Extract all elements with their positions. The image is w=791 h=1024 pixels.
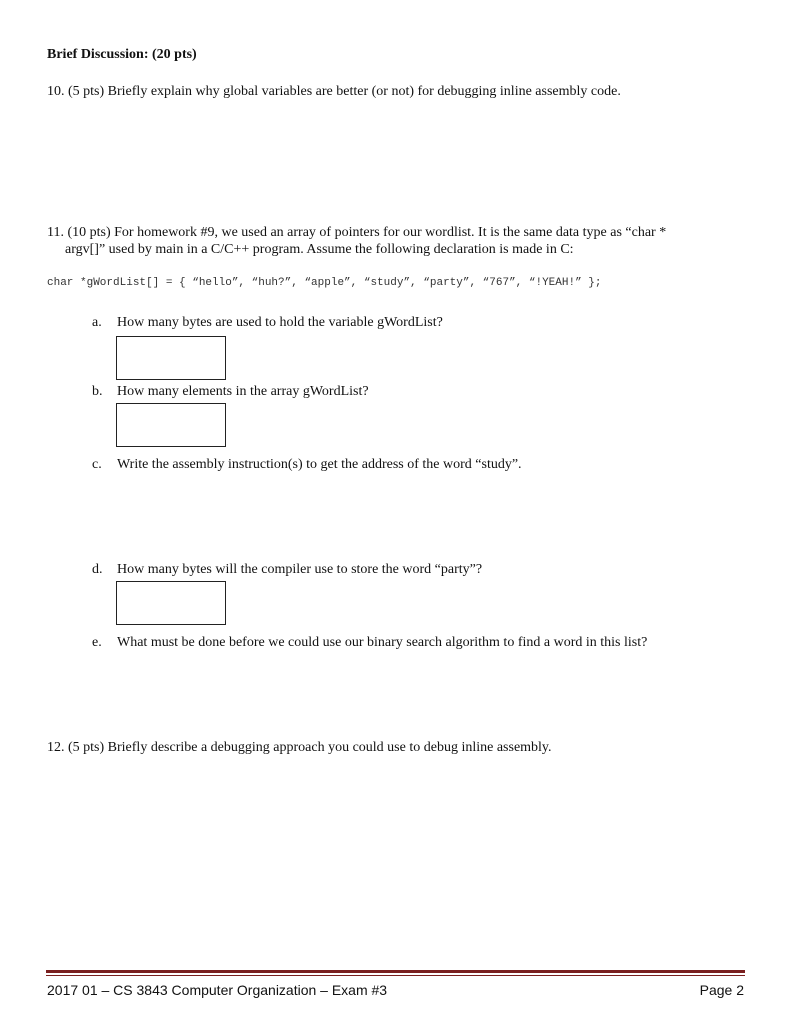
part-c-text: Write the assembly instruction(s) to get the address of the word “study”.: [117, 457, 522, 472]
page-number: Page 2: [699, 982, 744, 998]
question-10: 10. (5 pts) Briefly explain why global variables are better (or not) for debugging inline assembly code.: [47, 84, 621, 99]
footer-course: 2017 01 – CS 3843 Computer Organization – Exam #3: [47, 982, 388, 998]
part-b-letter: b.: [92, 384, 103, 399]
question-12: 12. (5 pts) Briefly describe a debugging approach you could use to debug inline assembly.: [47, 740, 552, 755]
part-e-text: What must be done before we could use our binary search algorithm to find a word in this list?: [117, 635, 648, 650]
answer-box-b[interactable]: [116, 403, 226, 447]
footer-rule-thin: [46, 975, 745, 976]
part-d-letter: d.: [92, 562, 103, 577]
code-declaration: char *gWordList[] = { “hello”, “huh?”, “apple”, “study”, “party”, “767”, “!YEAH!” };: [47, 277, 602, 289]
question-11-line-2: argv[]” used by main in a C/C++ program. Assume the following declaration is made in C:: [65, 242, 574, 257]
part-e-letter: e.: [92, 635, 102, 650]
answer-box-a[interactable]: [116, 336, 226, 380]
part-b-text: How many elements in the array gWordList?: [117, 384, 369, 399]
part-c-letter: c.: [92, 457, 102, 472]
part-d-text: How many bytes will the compiler use to store the word “party”?: [117, 562, 483, 577]
section-title: Brief Discussion: (20 pts): [47, 47, 197, 62]
part-a-letter: a.: [92, 315, 102, 330]
part-a-text: How many bytes are used to hold the variable gWordList?: [117, 315, 443, 330]
question-11-line-1: 11. (10 pts) For homework #9, we used an array of pointers for our wordlist. It is the same data type as “char *: [47, 225, 667, 240]
footer-rule-thick: [46, 970, 745, 973]
answer-box-d[interactable]: [116, 581, 226, 625]
